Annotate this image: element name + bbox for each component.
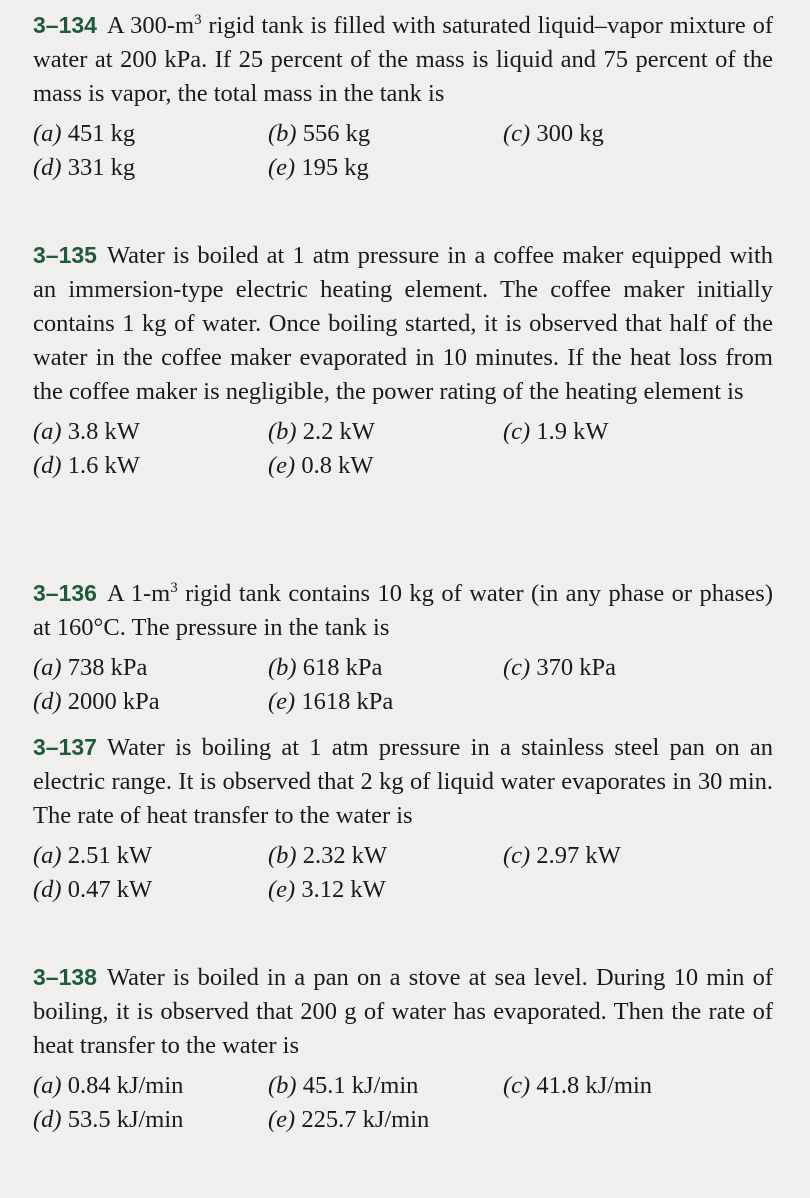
- answer-options: [33, 651, 773, 719]
- option-value: 451 kg: [67, 120, 136, 147]
- option-value: 2.32 kW: [302, 842, 388, 869]
- answer-options: [33, 1069, 773, 1137]
- option-value: 0.47 kW: [67, 876, 153, 903]
- problem-3-135: [33, 238, 773, 483]
- option-c: [503, 651, 763, 685]
- option-value: 45.1 kJ/min: [302, 1072, 419, 1099]
- option-value: 738 kPa: [67, 654, 148, 681]
- problem-statement: [33, 576, 773, 645]
- option-d: [33, 685, 268, 719]
- option-b: [268, 839, 503, 873]
- option-d: [33, 873, 268, 907]
- option-letter: (b): [268, 120, 297, 147]
- option-letter: (c): [503, 842, 531, 869]
- option-e: [268, 685, 503, 719]
- option-c: [503, 415, 763, 449]
- option-d: [33, 449, 268, 483]
- option-letter: (e): [268, 688, 296, 715]
- option-letter: (e): [268, 452, 296, 479]
- option-e: [268, 873, 503, 907]
- option-letter: (c): [503, 418, 531, 445]
- option-d: [33, 1103, 268, 1137]
- problem-statement: [33, 8, 773, 111]
- option-letter: (e): [268, 1106, 296, 1133]
- problem-number: 3–136: [33, 580, 97, 606]
- statement-text: rigid tank contains 10 kg of water (in any phase or phases) at 160°C. The pressure in the tank is: [33, 580, 773, 641]
- option-letter: (a): [33, 120, 62, 147]
- option-value: 618 kPa: [302, 654, 383, 681]
- option-a: [33, 415, 268, 449]
- statement-text: Water is boiling at 1 atm pressure in a stainless steel pan on an electric range. It is observed that 2 kg of liquid water evaporates in 30 min. The rate of heat transfer to the water is: [33, 734, 773, 829]
- problem-statement: [33, 960, 773, 1063]
- option-value: 331 kg: [67, 154, 136, 181]
- option-e: [268, 449, 503, 483]
- problem-statement: [33, 238, 773, 409]
- answer-options: [33, 839, 773, 907]
- option-b: [268, 651, 503, 685]
- option-value: 1.9 kW: [536, 418, 609, 445]
- option-letter: (a): [33, 654, 62, 681]
- answer-options: [33, 415, 773, 483]
- option-letter: (a): [33, 842, 62, 869]
- option-b: [268, 1069, 503, 1103]
- option-value: 195 kg: [301, 154, 369, 181]
- option-value: 53.5 kJ/min: [67, 1106, 184, 1133]
- option-letter: (d): [33, 876, 62, 903]
- statement-text: Water is boiled in a pan on a stove at sea level. During 10 min of boiling, it is observed that 200 g of water has evaporated. Then the rate of heat transfer to the water is: [33, 964, 773, 1059]
- option-letter: (d): [33, 1106, 62, 1133]
- answer-options: [33, 117, 773, 185]
- option-a: [33, 651, 268, 685]
- option-value: 2.51 kW: [67, 842, 153, 869]
- option-d: [33, 151, 268, 185]
- option-letter: (a): [33, 418, 62, 445]
- statement-text: A 1-m: [106, 580, 171, 607]
- option-a: [33, 1069, 268, 1103]
- superscript: 3: [194, 11, 202, 28]
- option-value: 370 kPa: [536, 654, 616, 681]
- problem-3-138: [33, 960, 773, 1137]
- option-value: 3.12 kW: [301, 876, 386, 903]
- option-letter: (e): [268, 154, 296, 181]
- problem-number: 3–135: [33, 242, 97, 268]
- option-value: 0.8 kW: [301, 452, 374, 479]
- option-value: 41.8 kJ/min: [536, 1072, 653, 1099]
- statement-text: Water is boiled at 1 atm pressure in a coffee maker equipped with an immersion-type electric heating element. The coffee maker initially contains 1 kg of water. Once boiling started, it is observed that half of the water in the coffee maker evaporated in 10 minutes. If the heat loss from the coffee maker is negligible, the power rating of the heating element is: [33, 242, 773, 405]
- option-b: [268, 415, 503, 449]
- option-letter: (b): [268, 418, 297, 445]
- option-value: 300 kg: [536, 120, 604, 147]
- option-value: 2000 kPa: [67, 688, 160, 715]
- problem-number: 3–134: [33, 12, 97, 38]
- option-c: [503, 117, 763, 151]
- problem-3-137: [33, 730, 773, 907]
- option-b: [268, 117, 503, 151]
- option-letter: (c): [503, 1072, 531, 1099]
- option-letter: (d): [33, 154, 62, 181]
- option-value: 225.7 kJ/min: [301, 1106, 430, 1133]
- option-value: 1618 kPa: [301, 688, 394, 715]
- option-letter: (b): [268, 1072, 297, 1099]
- option-c: [503, 1069, 763, 1103]
- option-e: [268, 151, 503, 185]
- option-letter: (d): [33, 688, 62, 715]
- superscript: 3: [170, 579, 178, 596]
- option-letter: (e): [268, 876, 296, 903]
- option-letter: (b): [268, 842, 297, 869]
- option-value: 556 kg: [302, 120, 371, 147]
- problem-statement: [33, 730, 773, 833]
- option-value: 1.6 kW: [67, 452, 140, 479]
- option-letter: (d): [33, 452, 62, 479]
- option-letter: (a): [33, 1072, 62, 1099]
- statement-text: A 300-m: [106, 12, 195, 39]
- option-value: 0.84 kJ/min: [67, 1072, 184, 1099]
- option-a: [33, 839, 268, 873]
- option-value: 3.8 kW: [67, 418, 140, 445]
- statement-text: rigid tank is filled with saturated liquid–vapor mixture of water at 200 kPa. If 25 percent of the mass is liquid and 75 percent of the mass is vapor, the total mass in the tank is: [33, 12, 773, 107]
- option-e: [268, 1103, 503, 1137]
- option-letter: (b): [268, 654, 297, 681]
- option-value: 2.2 kW: [302, 418, 375, 445]
- option-a: [33, 117, 268, 151]
- problem-3-136: [33, 576, 773, 719]
- option-letter: (c): [503, 120, 531, 147]
- problem-3-134: [33, 8, 773, 185]
- option-value: 2.97 kW: [536, 842, 621, 869]
- option-c: [503, 839, 763, 873]
- problem-number: 3–138: [33, 964, 97, 990]
- problem-number: 3–137: [33, 734, 97, 760]
- option-letter: (c): [503, 654, 531, 681]
